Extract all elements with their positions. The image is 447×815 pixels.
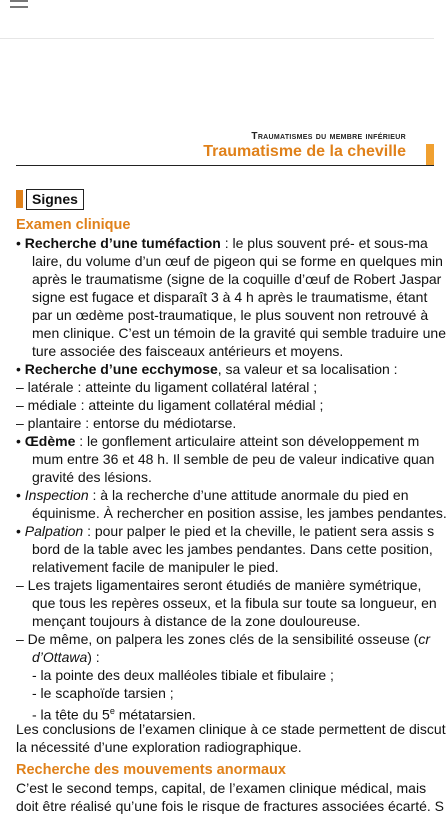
italic-term: d’Ottawa [32, 649, 88, 665]
text-line: men clinique. C’est un témoin de la gravité qui semble traduire une [32, 325, 447, 341]
text-span: ) : [87, 649, 100, 665]
text-span: : pour palper le pied et la cheville, le patient sera assis s [83, 523, 435, 539]
text-line [16, 432, 419, 450]
text-line [16, 522, 434, 540]
italic-term: Inspection [24, 487, 89, 503]
text-line: ture associée des faisceaux antérieurs et moyens. [32, 343, 344, 359]
text-line: mençant toujours à distance de la zone douloureuse. [32, 613, 361, 629]
bullet: • [16, 361, 25, 377]
text-line: - le scaphoïde tarsien ; [32, 685, 174, 701]
text-span: , sa valeur et sa localisation : [217, 361, 398, 377]
header-rule [16, 165, 434, 166]
text-line: – médiale : atteinte du ligament collatéral médial ; [16, 397, 324, 413]
text-line: laire, du volume d’un œuf de pigeon qui se forme en quelques min [32, 253, 443, 269]
subheading-movements: Recherche des mouvements anormaux [16, 762, 286, 778]
bold-term: Recherche d’une tuméfaction [24, 235, 221, 251]
text-line: Les conclusions de l’examen clinique à ce stade permettent de discut [16, 721, 446, 737]
chapter-title: Traumatisme de la cheville [203, 143, 406, 160]
section-label: Signes [26, 189, 84, 210]
text-line: équinisme. À rechercher en position assise, les jambes pendantes. [32, 505, 447, 521]
text-span: : le plus souvent pré- et sous-ma [220, 235, 428, 251]
text-line [32, 648, 100, 666]
text-line [16, 360, 398, 378]
text-span: – De même, on palpera les zones clés de la sensibilité osseuse ( [16, 631, 419, 647]
italic-term: Palpation [24, 523, 84, 539]
text-line [16, 630, 430, 648]
italic-term: cr [418, 631, 430, 647]
bullet: • [16, 235, 25, 251]
bullet: • [16, 523, 25, 539]
text-line: mum entre 36 et 48 h. Il semble de peu de valeur indicative quan [32, 451, 435, 467]
text-line: – plantaire : entorse du médiotarse. [16, 415, 237, 431]
text-line [16, 234, 428, 252]
text-line: relativement facile de manipuler le pied. [32, 559, 279, 575]
text-line: signe est fugace et disparaît 3 à 4 h après le traumatisme, étant [32, 289, 428, 305]
bullet: • [16, 487, 25, 503]
text-line: par un œdème post-traumatique, le plus souvent non retrouvé à [32, 307, 429, 323]
app-bar [0, 0, 434, 39]
bold-term: Recherche d’une ecchymose [24, 361, 218, 377]
document-page [0, 38, 447, 814]
section-marker [16, 190, 23, 208]
text-line: la nécessité d’une exploration radiographique. [16, 739, 302, 755]
text-line: bord de la table avec les jambes pendantes. Dans cette position, [32, 541, 433, 557]
text-span: : le gonflement articulaire atteint son développement m [75, 433, 420, 449]
text-line: – latérale : atteinte du ligament collatéral latéral ; [16, 379, 318, 395]
text-line: après le traumatisme (signe de la coquille d’œuf de Robert Jaspar [32, 271, 442, 287]
chapter-tab-marker [426, 144, 434, 166]
text-line: - la pointe des deux malléoles tibiale et fibulaire ; [32, 667, 334, 683]
text-span: - la tête du 5 [32, 706, 110, 723]
menu-icon[interactable] [6, 0, 36, 14]
text-line: gravité des lésions. [32, 469, 152, 485]
text-span: métatarsien. [114, 706, 196, 723]
text-line: que tous les repères osseux, et la fibula sur toute sa longueur, en [32, 595, 437, 611]
text-line [16, 486, 409, 504]
superscript: e [109, 706, 115, 716]
text-line: doit être réalisé qu’une fois le risque de fractures associées écarté. S [16, 798, 445, 814]
text-line: – Les trajets ligamentaires seront étudiés de manière symétrique, [16, 577, 422, 593]
subheading-exam: Examen clinique [16, 217, 131, 233]
bullet: • [16, 433, 25, 449]
text-line: C’est le second temps, capital, de l’examen clinique médical, mais [16, 780, 427, 796]
bold-term: Œdème [24, 433, 76, 449]
chapter-small-header: Traumatismes du membre inférieur [251, 131, 406, 142]
text-span: : à la recherche d’une attitude anormale du pied en [88, 487, 409, 503]
